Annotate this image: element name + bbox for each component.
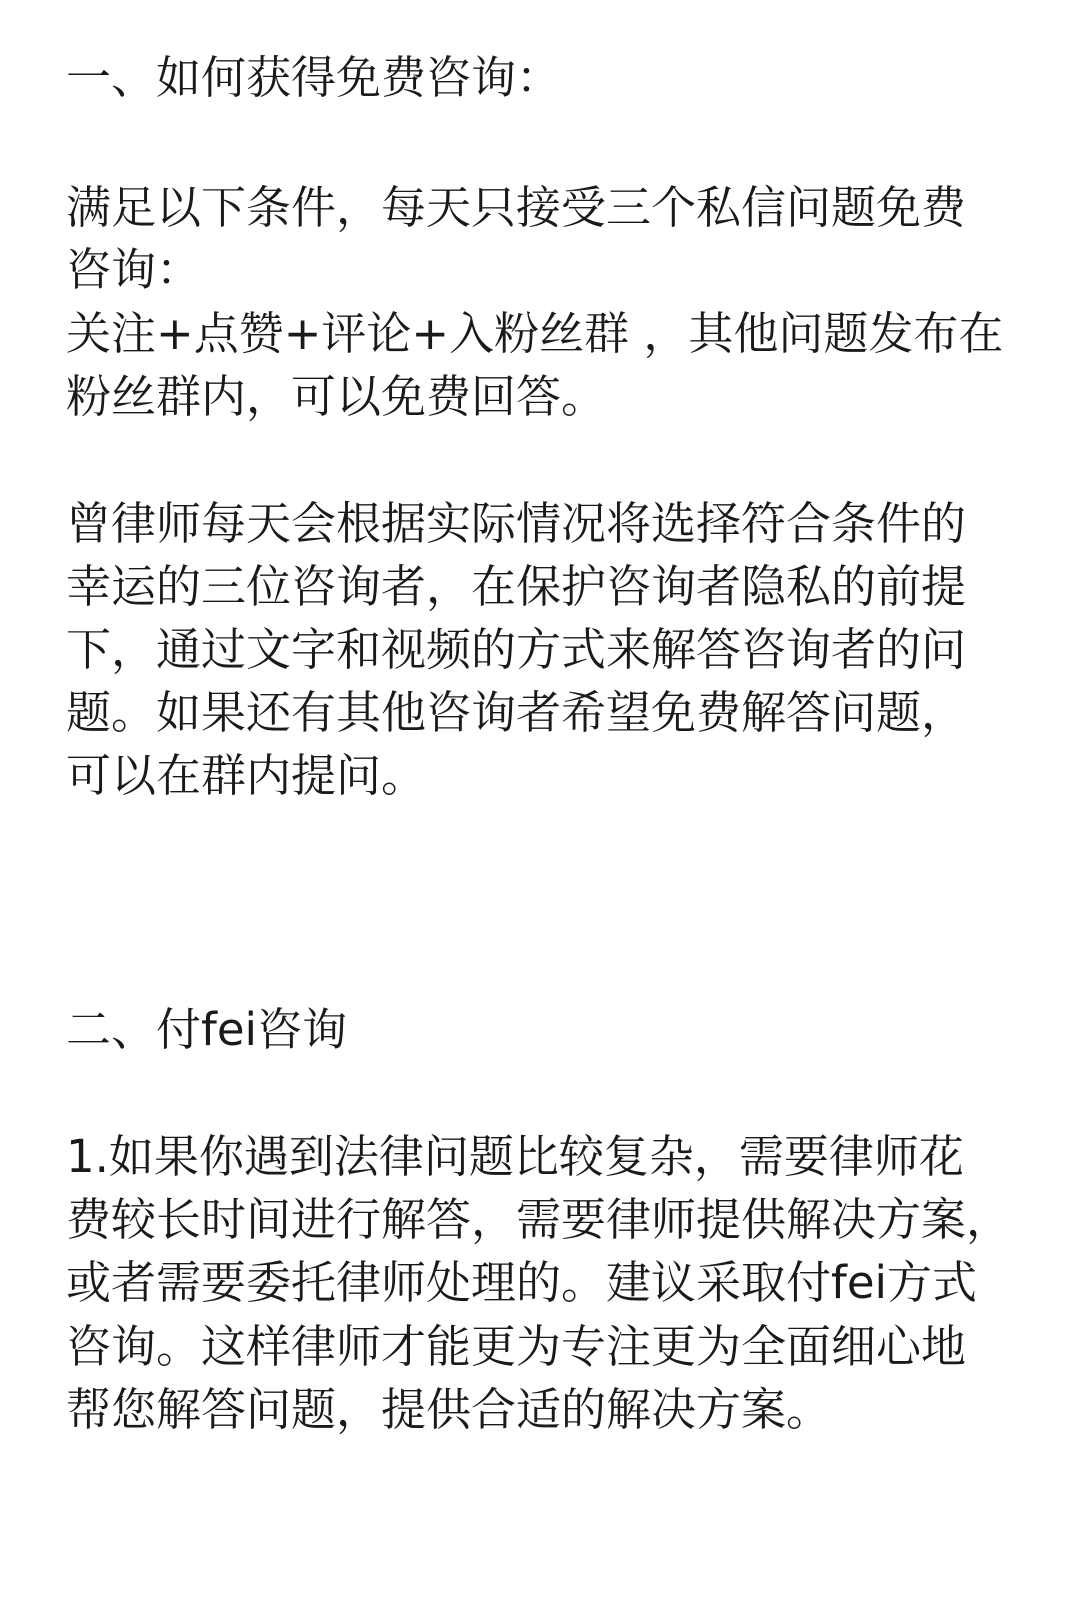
paragraph-line: 费较长时间进行解答，需要律师提供解决方案， bbox=[66, 1193, 1012, 1246]
paragraph-line: 1.如果你遇到法律问题比较复杂，需要律师花 bbox=[66, 1130, 964, 1183]
paragraph-line: 下，通过文字和视频的方式来解答咨询者的问 bbox=[66, 623, 967, 676]
paragraph-line: 咨询。这样律师才能更为专注更为全面细心地 bbox=[66, 1320, 967, 1373]
paragraph-line: 粉丝群内，可以免费回答。 bbox=[66, 370, 607, 423]
paragraph-line: 题。如果还有其他咨询者希望免费解答问题， bbox=[66, 686, 967, 739]
paragraph-line: 关注+点赞+评论+入粉丝群 ，其他问题发布在 bbox=[66, 307, 1004, 360]
section-heading-paid: 二、付fei咨询 bbox=[66, 1003, 348, 1056]
paragraph-line: 或者需要委托律师处理的。建议采取付fei方式 bbox=[66, 1256, 978, 1309]
paragraph-line: 帮您解答问题，提供合适的解决方案。 bbox=[66, 1383, 832, 1436]
paragraph-line: 幸运的三位咨询者，在保护咨询者隐私的前提 bbox=[66, 560, 967, 613]
paragraph-line: 曾律师每天会根据实际情况将选择符合条件的 bbox=[66, 497, 967, 550]
paragraph-line: 满足以下条件，每天只接受三个私信问题免费 bbox=[66, 181, 967, 234]
paragraph-line: 可以在群内提问。 bbox=[66, 749, 427, 802]
section-heading-free: 一、如何获得免费咨询： bbox=[66, 51, 562, 104]
paragraph-line: 咨询： bbox=[66, 243, 202, 296]
